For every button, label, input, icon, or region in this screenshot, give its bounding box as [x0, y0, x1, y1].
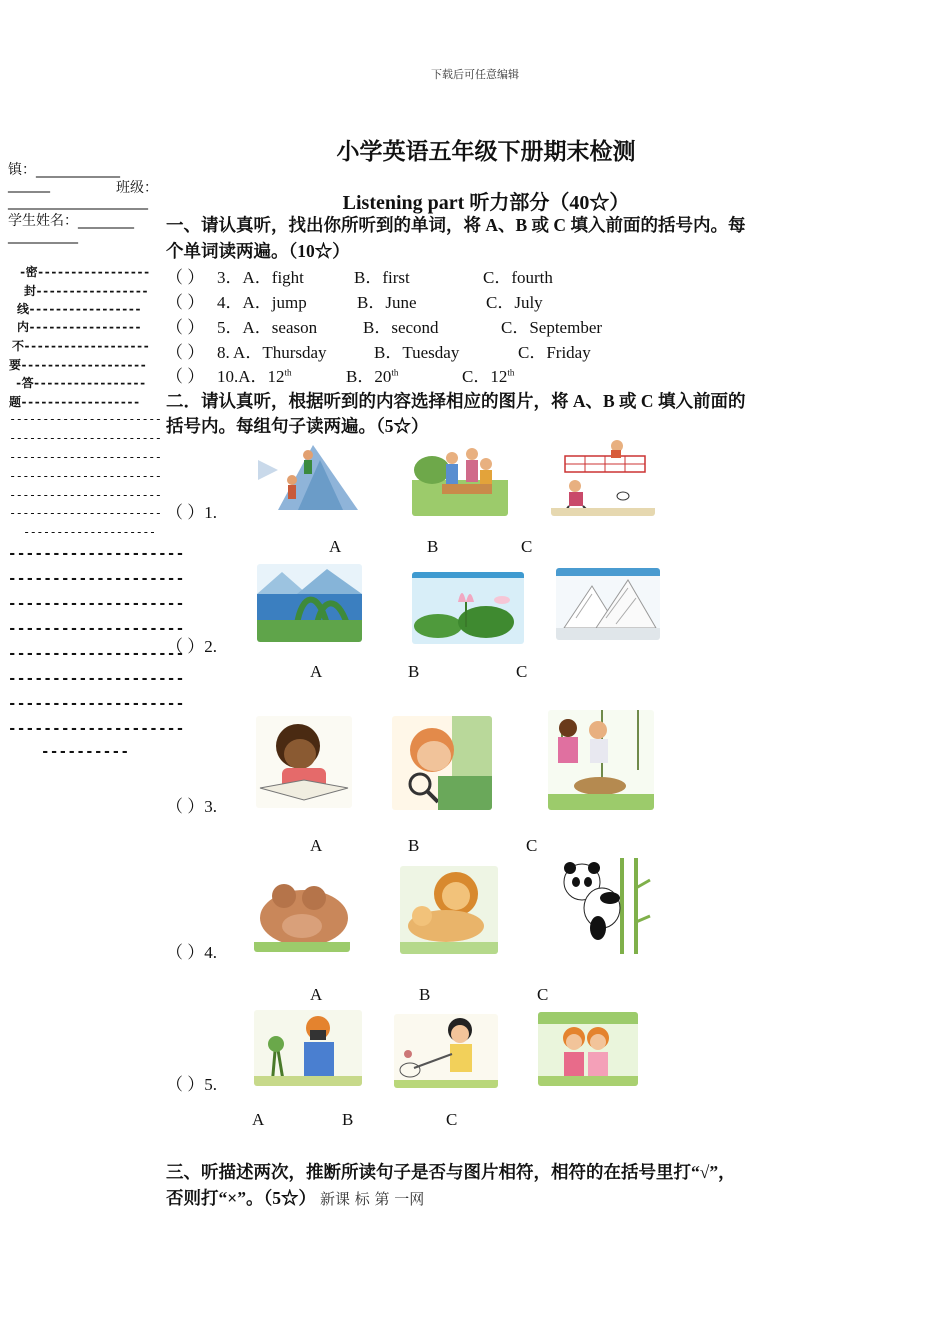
seal-line: -答----------------- — [15, 376, 146, 390]
blank-line: ____________________ — [8, 194, 148, 210]
picture-question-label: （ ）2. — [166, 637, 217, 656]
question-row — [166, 288, 806, 310]
option-a: 8. A．Thursday — [217, 343, 327, 362]
option-label-b: B — [419, 985, 431, 1004]
picture-question-label: （ ）3. — [166, 797, 217, 816]
seal-line: 封----------------- — [24, 284, 149, 298]
option-label-a: A — [252, 1110, 265, 1129]
option-label-c: C — [446, 1110, 458, 1129]
ordinal-suffix: th — [391, 367, 399, 378]
bold-seal-line: -------------------- — [8, 721, 185, 737]
bold-seal-line: -------------------- — [8, 671, 185, 687]
answer-paren[interactable]: （ ） — [166, 268, 205, 287]
trailing-note: 新课 标 第 一网 — [319, 1190, 425, 1208]
seal-line: 线----------------- — [17, 302, 142, 316]
seal-line: 内----------------- — [17, 320, 142, 334]
section1-heading-cont: 个单词读两遍。（10☆） — [166, 241, 350, 261]
bold-seal-line: -------------------- — [8, 596, 185, 612]
seal-line: ----------------------- — [9, 412, 162, 426]
section3-heading: 三、听描述两次，推断所读句子是否与图片相符，相符的在括号里打“√”， — [166, 1162, 736, 1182]
seal-line: 不------------------- — [12, 339, 150, 353]
option-label-b: B — [342, 1110, 354, 1129]
option-a: 4．A．jump — [217, 293, 307, 312]
ordinal-suffix: th — [284, 367, 292, 378]
hiking-kids-picture[interactable] — [412, 440, 508, 516]
lion-cub-picture[interactable] — [400, 866, 498, 954]
picture-question-label: （ ）1. — [166, 503, 217, 522]
girl-butterfly-net-picture[interactable] — [394, 1014, 498, 1088]
option-c: C．July — [486, 293, 543, 312]
bold-seal-line: -------------------- — [8, 621, 185, 637]
option-c: C．September — [501, 318, 603, 337]
question-row — [166, 263, 806, 285]
answer-paren[interactable]: （ ） — [166, 343, 205, 362]
option-label-a: A — [329, 537, 342, 556]
option-b: B．20 — [346, 367, 392, 386]
class-label: 班级： — [116, 180, 158, 196]
header-note: 下载后可任意编辑 — [431, 69, 519, 81]
ordinal-suffix: th — [507, 367, 515, 378]
town-label: 镇：____________ — [8, 162, 120, 178]
option-c: C．fourth — [483, 268, 553, 287]
option-c: C．12 — [462, 367, 508, 386]
seal-line: ----------------------- — [9, 431, 162, 445]
seal-line: 要------------------- — [9, 358, 147, 372]
answer-paren[interactable]: （ ） — [166, 293, 205, 312]
seal-line: ----------------------- — [9, 469, 162, 483]
lake-willow-picture[interactable] — [257, 564, 362, 642]
listening-subtitle: Listening part 听力部分（40☆） — [342, 192, 630, 214]
option-label-b: B — [408, 836, 420, 855]
seal-line: -密----------------- — [19, 265, 150, 279]
option-label-a: A — [310, 985, 323, 1004]
option-b: B．first — [354, 268, 410, 287]
option-a: 3．A．fight — [217, 268, 304, 287]
kids-watering-tree-picture[interactable] — [548, 710, 654, 810]
bold-seal-line: -------------------- — [8, 696, 185, 712]
answer-paren[interactable]: （ ） — [166, 367, 205, 386]
picture-question-label: （ ）4. — [166, 943, 217, 962]
girls-picnic-picture[interactable] — [538, 1012, 638, 1086]
section3-heading-cont-row — [166, 1185, 424, 1210]
option-b: B．Tuesday — [374, 343, 460, 362]
option-label-b: B — [427, 537, 439, 556]
boy-reading-picture[interactable] — [256, 716, 352, 808]
seal-line: -------------------- — [23, 525, 156, 539]
section2-heading: 二．请认真听，根据听到的内容选择相应的图片，将 A、B 或 C 填入前面的 — [166, 391, 746, 411]
question-row — [166, 338, 806, 360]
option-label-a: A — [310, 662, 323, 681]
page-title: 小学英语五年级下册期末检测 — [336, 139, 636, 164]
question-row — [166, 313, 806, 335]
option-label-b: B — [408, 662, 420, 681]
seal-line: ----------------------- — [9, 450, 162, 464]
bold-seal-line: -------------------- — [8, 546, 185, 562]
answer-paren[interactable]: （ ） — [166, 318, 205, 337]
picture-question-label: （ ）5. — [166, 1075, 217, 1094]
section3-heading-cont: 否则打“×”。（5☆） — [166, 1188, 316, 1208]
question-row — [166, 362, 806, 384]
climbing-mountain-picture[interactable] — [258, 440, 362, 512]
section1-heading: 一、请认真听，找出你所听到的单词，将 A、B 或 C 填入前面的括号内。每 — [166, 215, 746, 235]
option-label-c: C — [526, 836, 538, 855]
name-line-2: __________ — [8, 228, 78, 244]
option-label-a: A — [310, 836, 323, 855]
snow-mountain-picture[interactable] — [556, 568, 660, 640]
option-a: 5．A．season — [217, 318, 318, 337]
girl-camera-picture[interactable] — [254, 1010, 362, 1086]
boy-magnifier-picture[interactable] — [392, 716, 492, 810]
sleeping-bear-picture[interactable] — [254, 876, 350, 952]
option-a: 10.A．12 — [217, 367, 285, 386]
seal-line: ----------------------- — [9, 506, 162, 520]
option-c: C．Friday — [518, 343, 591, 362]
option-label-c: C — [516, 662, 528, 681]
name-label: 学生姓名：________ — [8, 213, 134, 229]
option-b: B．second — [363, 318, 439, 337]
bold-seal-line: -------------------- — [8, 646, 185, 662]
option-label-c: C — [521, 537, 533, 556]
option-b: B．June — [357, 293, 417, 312]
bold-seal-line: ---------- — [41, 744, 130, 760]
panda-bamboo-picture[interactable] — [562, 858, 652, 954]
section2-heading-cont: 括号内。每组句子读两遍。（5☆） — [166, 416, 429, 436]
seal-line: ----------------------- — [9, 488, 162, 502]
seal-line: 题------------------ — [9, 395, 140, 409]
lotus-pond-picture[interactable] — [412, 572, 524, 644]
option-label-c: C — [537, 985, 549, 1004]
badminton-picture[interactable] — [551, 436, 655, 516]
bold-seal-line: -------------------- — [8, 571, 185, 587]
class-line: ______ — [8, 177, 50, 193]
